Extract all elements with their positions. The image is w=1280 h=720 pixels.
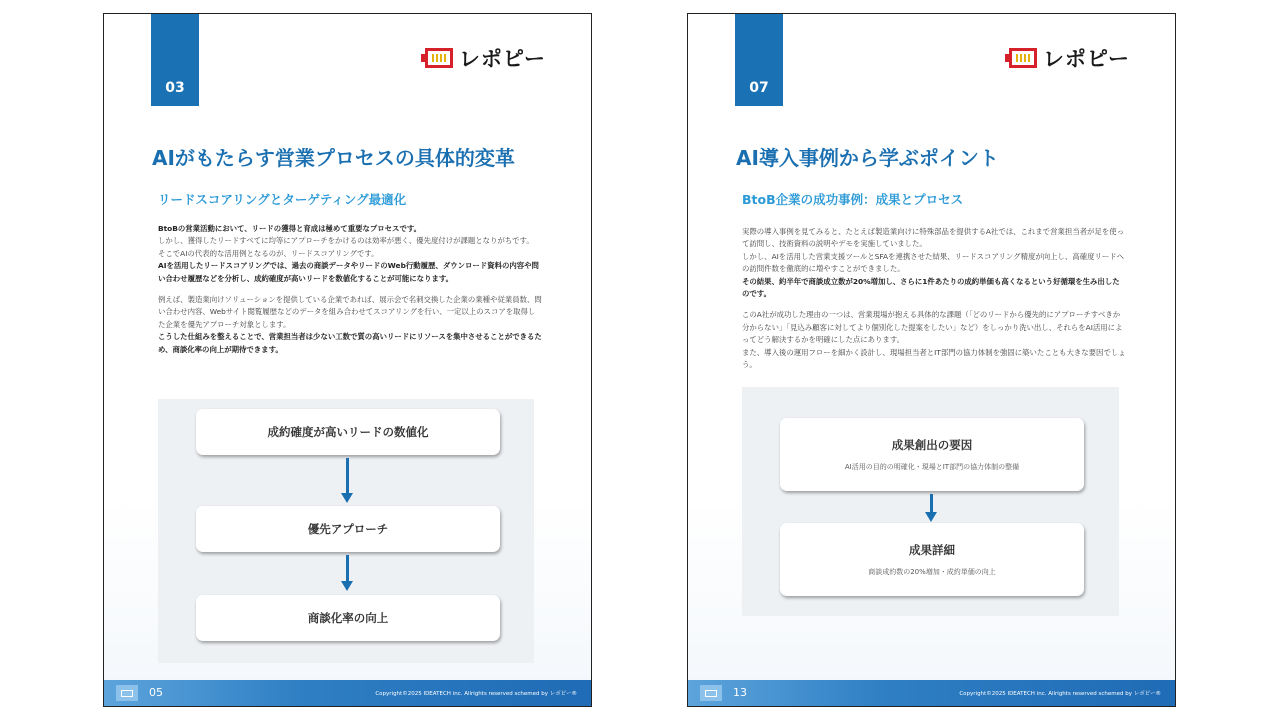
flow-step	[780, 523, 1084, 596]
footer-logo-icon	[700, 685, 722, 701]
flow-step-label: 優先アプローチ	[307, 522, 389, 536]
flow-step-label: 商談化率の向上	[307, 611, 389, 625]
body-paragraph: そこでAIの代表的な活用例となるのが、リードスコアリングです。	[158, 248, 379, 258]
body-paragraph: このA社が成功した理由の一つは、営業現場が抱える具体的な課題（「どのリードから優先的にアプローチすべきか分からない」「見込み顧客に対してより個別化した提案をしたい」など）をしっかり洗い出し、それらをAI活用によってどう解決するかを明確にした点にあります。	[742, 310, 1123, 345]
brand-logo	[425, 43, 546, 73]
body-text	[158, 223, 542, 356]
flow-panel	[742, 387, 1119, 616]
logo-text: レポピー	[1042, 47, 1130, 71]
body-paragraph: その結果、約半年で商談成立数が20%増加し、さらに1件あたりの成約単価も高くなるという好循環を生み出したのです。	[742, 276, 1120, 299]
body-paragraph: 例えば、製造業向けソリューションを提供している企業であれば、展示会で名刺交換した企業の業種や従業員数、問い合わせ内容、Webサイト閲覧履歴などのデータを組み合わせてスコアリングを行い、一定以上のスコアを取得した企業を優先アプローチ対象とします。	[158, 295, 542, 329]
section-number: 03	[165, 80, 185, 96]
footer-logo-icon	[116, 685, 138, 701]
document-page-right	[687, 13, 1176, 707]
paragraph-spacer	[742, 300, 1126, 309]
logo-mark-icon	[425, 48, 453, 68]
down-arrow-icon	[930, 494, 933, 514]
document-page-left	[103, 13, 592, 707]
body-paragraph: しかし、獲得したリードすべてに均等にアプローチをかけるのは効率が悪く、優先度付けが課題となりがちです。	[158, 236, 534, 246]
page-title: AI導入事例から学ぶポイント	[736, 146, 999, 170]
body-paragraph: AIを活用したリードスコアリングでは、過去の商談データやリードのWeb行動履歴、ダウンロード資料の内容や問い合わせ履歴などを分析し、成約確度が高いリードを数値化することが可能になります。	[158, 261, 539, 283]
body-paragraph: また、導入後の運用フローを細かく設計し、現場担当者とIT部門の協力体制を強固に築いたことも大きな要因でしょう。	[742, 347, 1126, 370]
page-number: 13	[733, 686, 747, 699]
page-subtitle: リードスコアリングとターゲティング最適化	[158, 192, 407, 207]
page-number: 05	[149, 686, 163, 699]
flow-step-detail: 商談成約数の20%増加・成約単価の向上	[868, 568, 996, 576]
logo-mark-icon	[1009, 48, 1037, 68]
page-subtitle: BtoB企業の成功事例：成果とプロセス	[742, 192, 964, 207]
brand-logo	[1009, 43, 1130, 73]
body-text	[742, 226, 1126, 371]
body-paragraph: こうした仕組みを整えることで、営業担当者は少ない工数で質の高いリードにリソースを集中させることができるため、商談化率の向上が期待できます。	[158, 332, 542, 354]
logo-text: レポピー	[458, 47, 546, 71]
section-number: 07	[749, 80, 769, 96]
copyright-text: Copyright©2025 IDEATECH inc. Allrights reserved schemed by レポピー®	[375, 691, 577, 697]
flow-step	[196, 595, 500, 641]
down-arrow-icon	[346, 458, 349, 495]
paragraph-spacer	[158, 285, 542, 294]
section-number-tab	[735, 14, 783, 106]
down-arrow-icon	[346, 555, 349, 583]
flow-step-detail: AI活用の目的の明確化・現場とIT部門の協力体制の整備	[844, 463, 1020, 471]
body-paragraph: しかし、AIを活用した営業支援ツールとSFAを連携させた結果、リードスコアリング精度が向上し、高確度リードへの訪問件数を徹底的に増やすことができました。	[742, 251, 1125, 274]
flow-panel	[158, 399, 534, 663]
page-title: AIがもたらす営業プロセスの具体的変革	[152, 146, 515, 170]
flow-step	[196, 506, 500, 552]
body-paragraph: BtoBの営業活動において、リードの獲得と育成は極めて重要なプロセスです。	[158, 224, 422, 233]
page-footer	[104, 680, 591, 706]
page-footer	[688, 680, 1175, 706]
body-paragraph: 実際の導入事例を見てみると、たとえば製造業向けに特殊部品を提供するA社では、これまで営業担当者が足を使って訪問し、技術資料の説明やデモを実施していました。	[742, 227, 1124, 249]
copyright-text: Copyright©2025 IDEATECH inc. Allrights reserved schemed by レポピー®	[959, 691, 1161, 697]
flow-step	[196, 409, 500, 455]
flow-step-label: 成果創出の要因	[891, 438, 973, 452]
section-number-tab	[151, 14, 199, 106]
flow-step-label: 成果詳細	[909, 543, 955, 557]
flow-step-label: 成約確度が高いリードの数値化	[267, 425, 429, 439]
flow-step	[780, 418, 1084, 491]
